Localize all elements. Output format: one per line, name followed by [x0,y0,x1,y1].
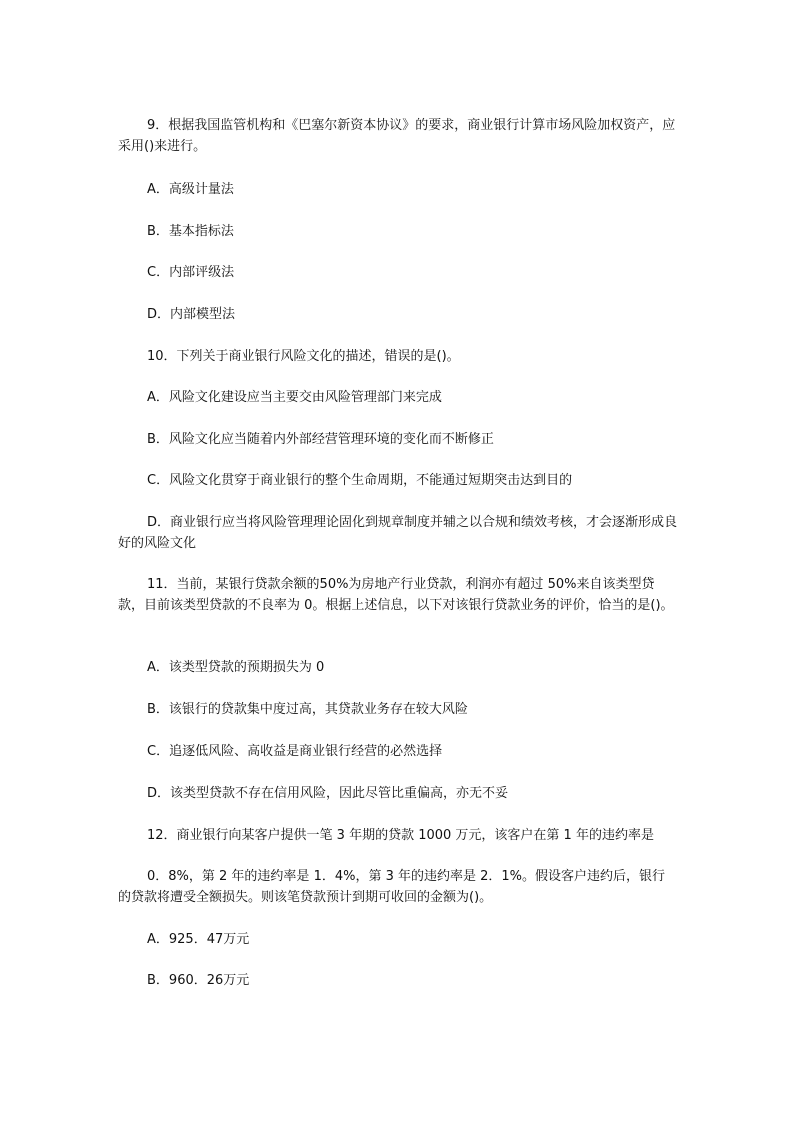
question-11-stem: 11．当前，某银行贷款余额的50%为房地产行业贷款，利润亦有超过 50%来自该类型贷款，目前该类型贷款的不良率为 0。根据上述信息，以下对该银行贷款业务的评价，恰当的是()。 [118,577,674,613]
question-9-option-c: C．内部评级法 [147,265,235,280]
question-9-option-d: D．内部模型法 [147,307,236,322]
question-9-option-a: A．高级计量法 [147,182,234,197]
question-10-option-d: D．商业银行应当将风险管理理论固化到规章制度并辅之以合规和绩效考核，才会逐渐形成良好的风险文化 [118,515,678,551]
question-10-stem: 10．下列关于商业银行风险文化的描述，错误的是()。 [147,349,460,364]
question-12-stem-line1: 12．商业银行向某客户提供一笔 3 年期的贷款 1000 万元，该客户在第 1 年的违约率是 [147,828,654,843]
question-10-option-b: B．风险文化应当随着内外部经营管理环境的变化而不断修正 [147,432,494,447]
question-11-option-b: B．该银行的贷款集中度过高，其贷款业务存在较大风险 [147,702,468,717]
question-11-option-d: D．该类型贷款不存在信用风险，因此尽管比重偏高，亦无不妥 [147,786,509,801]
question-12-stem-line2: 0．8%，第 2 年的违约率是 1．4%，第 3 年的违约率是 2．1%。假设客户违约后，银行的贷款将遭受全额损失。则该笔贷款预计到期可收回的金额为()。 [118,869,666,905]
question-11-option-a: A．该类型贷款的预期损失为 0 [147,660,325,675]
question-10-option-c: C．风险文化贯穿于商业银行的整个生命周期，不能通过短期突击达到目的 [147,473,573,488]
question-10-option-a: A．风险文化建设应当主要交由风险管理部门来完成 [147,390,442,405]
question-9-option-b: B．基本指标法 [147,224,234,239]
question-9-stem: 9．根据我国监管机构和《巴塞尔新资本协议》的要求，商业银行计算市场风险加权资产，应采用()来进行。 [118,118,676,154]
question-12-option-b: B．960．26万元 [147,973,250,988]
question-11-option-c: C．追逐低风险、高收益是商业银行经营的必然选择 [147,744,443,759]
question-12-option-a: A．925．47万元 [147,932,250,947]
